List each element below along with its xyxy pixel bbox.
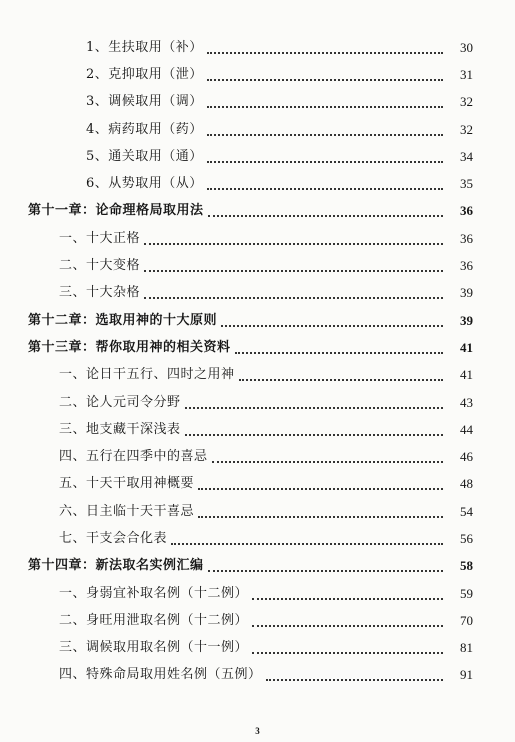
toc-entry-title: 3、调候取用（调） bbox=[86, 94, 203, 110]
dot-leader bbox=[239, 365, 443, 381]
toc-entry-page: 41 bbox=[460, 367, 473, 383]
toc-entry-title: 第十三章：帮你取用神的相关资料 bbox=[28, 339, 231, 355]
toc-entry-page: 31 bbox=[460, 66, 473, 82]
toc-entry-page: 54 bbox=[460, 503, 473, 519]
toc-entry-page: 58 bbox=[460, 558, 473, 574]
toc-section-entry bbox=[0, 252, 515, 279]
toc-entry-title: 6、从势取用（从） bbox=[86, 176, 203, 192]
toc-entry-page: 48 bbox=[460, 476, 473, 492]
toc-entry-title: 4、病药取用（药） bbox=[86, 121, 203, 137]
dot-leader bbox=[207, 174, 443, 190]
toc-entry-page: 36 bbox=[460, 258, 473, 274]
toc-section-entry bbox=[0, 280, 515, 307]
dot-leader bbox=[221, 311, 443, 327]
toc-entry-title: 五、十天干取用神概要 bbox=[59, 476, 195, 492]
toc-section-entry bbox=[0, 662, 515, 689]
toc-entry-title: 一、身弱宜补取名例（十二例） bbox=[59, 585, 249, 601]
toc-section-entry bbox=[0, 170, 515, 197]
dot-leader bbox=[144, 229, 443, 245]
toc-entry-page: 91 bbox=[460, 667, 473, 683]
dot-leader bbox=[252, 611, 443, 627]
toc-entry-title: 一、十大正格 bbox=[59, 230, 141, 246]
toc-section-entry bbox=[0, 580, 515, 607]
table-of-contents bbox=[0, 34, 515, 689]
toc-entry-page: 30 bbox=[460, 39, 473, 55]
toc-section-entry bbox=[0, 471, 515, 498]
toc-entry-title: 三、十大杂格 bbox=[59, 285, 141, 301]
toc-entry-page: 35 bbox=[460, 176, 473, 192]
dot-leader bbox=[185, 420, 443, 436]
dot-leader bbox=[252, 638, 443, 654]
dot-leader bbox=[235, 338, 443, 354]
toc-entry-title: 七、干支会合化表 bbox=[59, 530, 168, 546]
toc-entry-title: 二、论人元司令分野 bbox=[59, 394, 181, 410]
dot-leader bbox=[185, 393, 443, 409]
toc-entry-page: 34 bbox=[460, 148, 473, 164]
toc-entry-page: 32 bbox=[460, 121, 473, 137]
dot-leader bbox=[198, 474, 443, 490]
toc-entry-title: 二、十大变格 bbox=[59, 258, 141, 274]
toc-section-entry bbox=[0, 61, 515, 88]
dot-leader bbox=[207, 38, 443, 54]
dot-leader bbox=[252, 584, 443, 600]
toc-entry-page: 32 bbox=[460, 94, 473, 110]
toc-section-entry bbox=[0, 116, 515, 143]
toc-entry-title: 四、五行在四季中的喜忌 bbox=[59, 449, 208, 465]
toc-entry-page: 46 bbox=[460, 449, 473, 465]
toc-section-entry bbox=[0, 416, 515, 443]
toc-section-entry bbox=[0, 143, 515, 170]
dot-leader bbox=[144, 283, 443, 299]
toc-section-entry bbox=[0, 525, 515, 552]
toc-section-entry bbox=[0, 362, 515, 389]
toc-chapter-entry bbox=[0, 334, 515, 361]
dot-leader bbox=[208, 201, 443, 217]
toc-section-entry bbox=[0, 225, 515, 252]
toc-entry-title: 一、论日干五行、四时之用神 bbox=[59, 367, 235, 383]
dot-leader bbox=[198, 502, 443, 518]
dot-leader bbox=[212, 447, 443, 463]
dot-leader bbox=[207, 92, 443, 108]
dot-leader bbox=[171, 529, 443, 545]
toc-section-entry bbox=[0, 34, 515, 61]
toc-entry-page: 70 bbox=[460, 612, 473, 628]
toc-entry-title: 2、克抑取用（泄） bbox=[86, 66, 203, 82]
toc-section-entry bbox=[0, 89, 515, 116]
toc-entry-title: 1、生扶取用（补） bbox=[86, 39, 203, 55]
toc-entry-title: 三、地支藏干深浅表 bbox=[59, 421, 181, 437]
toc-entry-page: 39 bbox=[460, 312, 473, 328]
toc-chapter-entry bbox=[0, 307, 515, 334]
toc-chapter-entry bbox=[0, 198, 515, 225]
toc-entry-page: 59 bbox=[460, 585, 473, 601]
toc-entry-page: 81 bbox=[460, 640, 473, 656]
toc-section-entry bbox=[0, 498, 515, 525]
dot-leader bbox=[207, 147, 443, 163]
toc-section-entry bbox=[0, 389, 515, 416]
toc-section-entry bbox=[0, 607, 515, 634]
toc-chapter-entry bbox=[0, 553, 515, 580]
dot-leader bbox=[144, 256, 443, 272]
dot-leader bbox=[207, 120, 443, 136]
toc-entry-page: 44 bbox=[460, 421, 473, 437]
toc-entry-title: 二、身旺用泄取名例（十二例） bbox=[59, 612, 249, 628]
toc-entry-title: 四、特殊命局取用姓名例（五例） bbox=[59, 667, 262, 683]
toc-entry-title: 六、日主临十天干喜忌 bbox=[59, 503, 195, 519]
toc-entry-page: 39 bbox=[460, 285, 473, 301]
dot-leader bbox=[208, 556, 443, 572]
toc-section-entry bbox=[0, 443, 515, 470]
toc-entry-title: 第十四章：新法取名实例汇编 bbox=[28, 558, 204, 574]
toc-entry-page: 36 bbox=[460, 203, 473, 219]
toc-section-entry bbox=[0, 635, 515, 662]
toc-entry-page: 36 bbox=[460, 230, 473, 246]
toc-entry-title: 5、通关取用（通） bbox=[86, 148, 203, 164]
dot-leader bbox=[266, 665, 443, 681]
toc-entry-title: 三、调候取用取名例（十一例） bbox=[59, 640, 249, 656]
page-number: 3 bbox=[255, 726, 260, 736]
toc-entry-page: 56 bbox=[460, 530, 473, 546]
toc-entry-title: 第十二章：选取用神的十大原则 bbox=[28, 312, 218, 328]
toc-entry-page: 41 bbox=[460, 339, 473, 355]
toc-entry-page: 43 bbox=[460, 394, 473, 410]
toc-entry-title: 第十一章：论命理格局取用法 bbox=[28, 203, 204, 219]
dot-leader bbox=[207, 65, 443, 81]
